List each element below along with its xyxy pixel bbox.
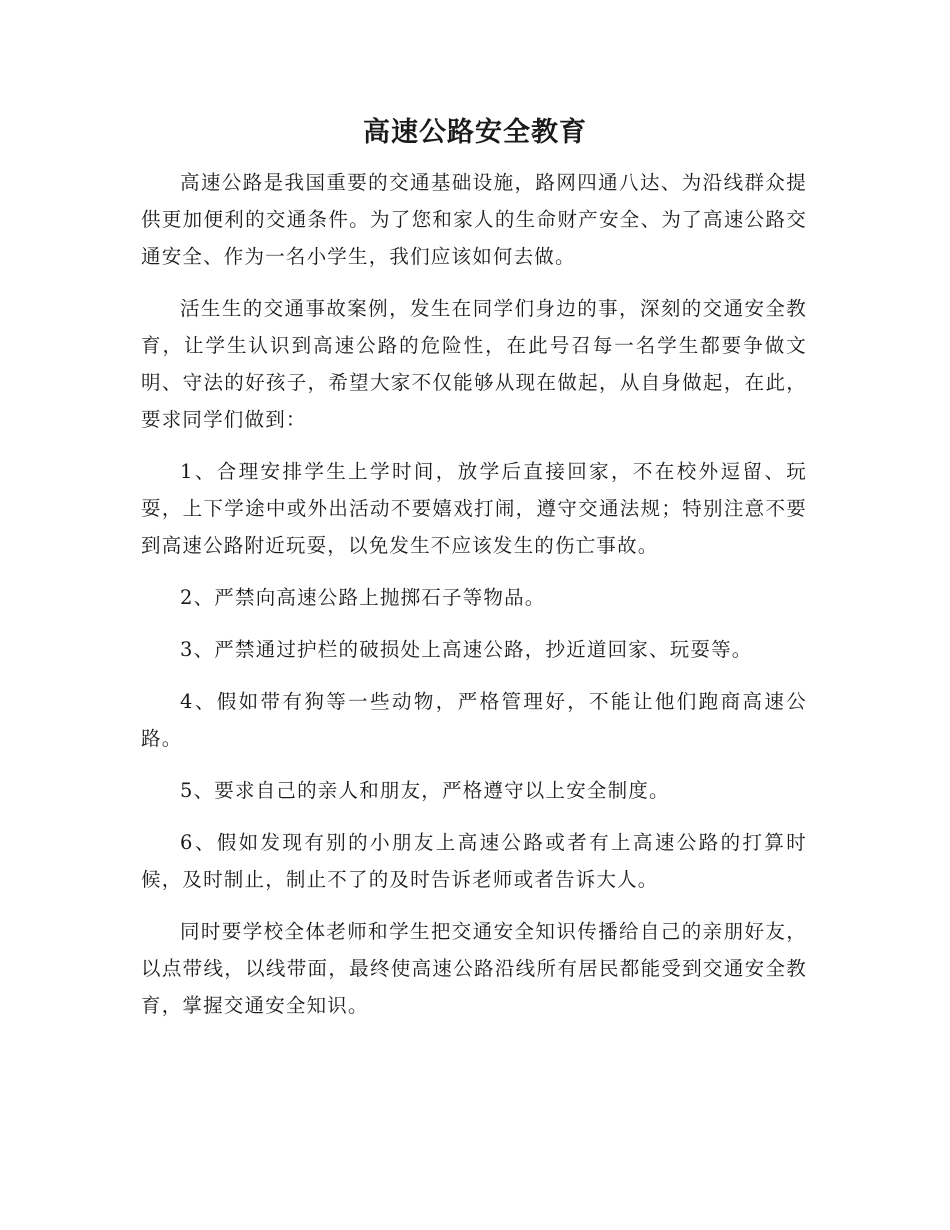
paragraph-intro: 高速公路是我国重要的交通基础设施，路网四通八达、为沿线群众提供更加便利的交通条件。为了您和家人的生命财产安全、为了高速公路交通安全、作为一名小学生，我们应该如何去做。 [141, 171, 807, 268]
document-body [141, 164, 807, 1039]
list-item-rule-6: 6、假如发现有别的小朋友上高速公路或者有上高速公路的打算时候，及时制止，制止不了的及时告诉老师或者告诉大人。 [141, 831, 807, 891]
list-item-rule-3: 3、严禁通过护栏的破损处上高速公路，抄近道回家、玩耍等。 [180, 638, 753, 661]
list-item-rule-2: 2、严禁向高速公路上抛掷石子等物品。 [180, 586, 546, 609]
paragraph-context: 活生生的交通事故案例，发生在同学们身边的事，深刻的交通安全教育，让学生认识到高速公路的危险性，在此号召每一名学生都要争做文明、守法的好孩子，希望大家不仅能够从现在做起，从自身做起，在此，要求同学们做到： [141, 297, 807, 431]
list-item-rule-4: 4、假如带有狗等一些动物，严格管理好，不能让他们跑商高速公路。 [141, 690, 807, 750]
document-title: 高速公路安全教育 [363, 117, 587, 148]
list-item-rule-5: 5、要求自己的亲人和朋友，严格遵守以上安全制度。 [180, 779, 670, 802]
paragraph-conclusion: 同时要学校全体老师和学生把交通安全知识传播给自己的亲朋好友，以点带线，以线带面，最终使高速公路沿线所有居民都能受到交通安全教育，掌握交通安全知识。 [141, 920, 807, 1017]
list-item-rule-1: 1、合理安排学生上学时间，放学后直接回家，不在校外逗留、玩耍，上下学途中或外出活动不要嬉戏打闹，遵守交通法规；特别注意不要到高速公路附近玩耍，以免发生不应该发生的伤亡事故。 [141, 460, 807, 557]
